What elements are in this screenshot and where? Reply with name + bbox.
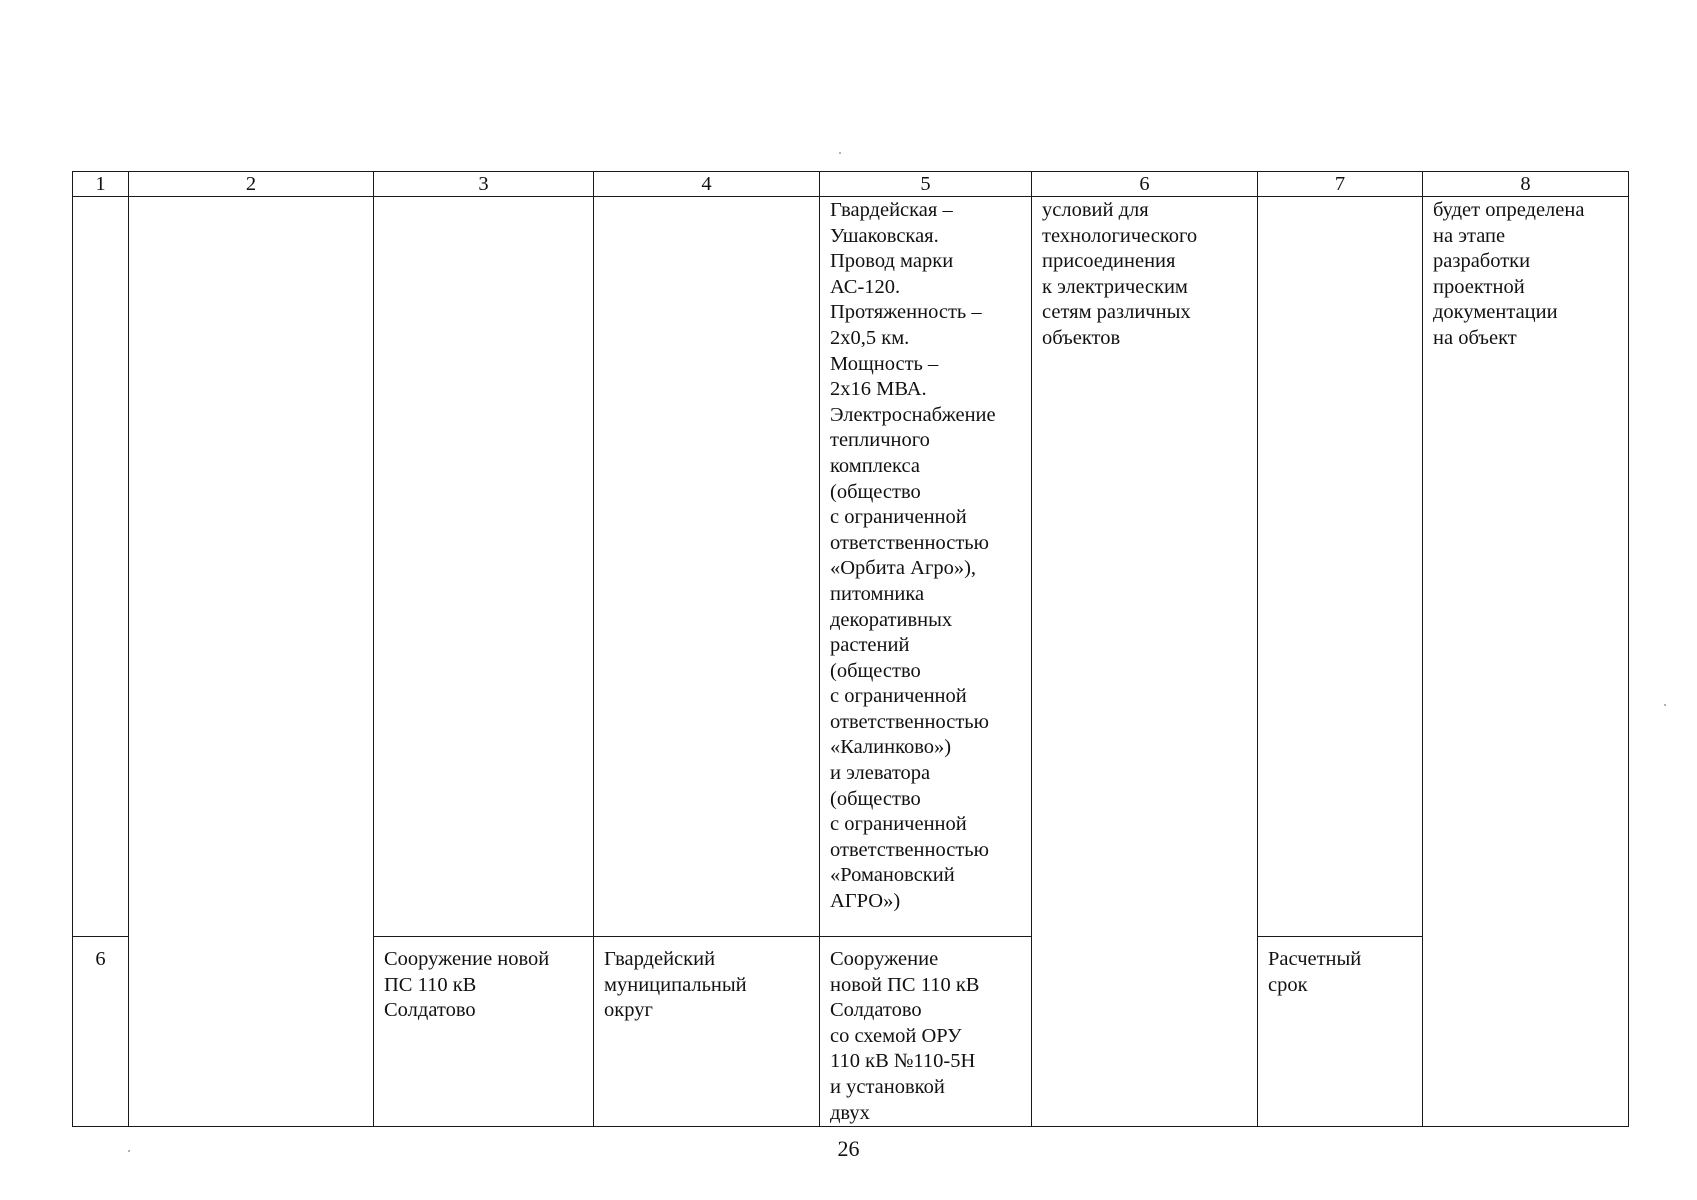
object-cell xyxy=(374,197,594,937)
header-cell-5: 5 xyxy=(820,172,1032,197)
characteristics-cell: Гвардейская – Ушаковская. Провод марки АС-120. Протяженность – 2х0,5 км. Мощность – 2х16 МВА. Электроснабжение тепличного комплекса (общество с ограниченной ответственностью «Орбита Агро»), питомника декоративных растений (общество с ограниченной ответственностью «Калинково») и элеватора (общество с ограниченной ответственностью «Романовский АГРО») xyxy=(820,197,1032,937)
header-cell-2: 2 xyxy=(129,172,374,197)
scan-speck xyxy=(128,1150,130,1152)
header-cell-1: 1 xyxy=(73,172,129,197)
table-row-continuation xyxy=(73,197,1629,937)
object-cell: Сооружение новой ПС 110 кВ Солдатово xyxy=(374,937,594,1127)
header-cell-3: 3 xyxy=(374,172,594,197)
name-cell xyxy=(129,197,374,1127)
header-cell-4: 4 xyxy=(594,172,820,197)
row-number-cell: 6 xyxy=(73,937,129,1127)
document-table xyxy=(72,171,1629,1127)
page-number: 26 xyxy=(837,1136,860,1161)
scan-speck xyxy=(839,152,841,154)
term-cell xyxy=(1258,197,1423,937)
term-cell: Расчетный срок xyxy=(1258,937,1423,1127)
scan-speck xyxy=(1664,704,1666,706)
characteristics-cell: Сооружение новой ПС 110 кВ Солдатово со схемой ОРУ 110 кВ №110-5Н и установкой двух xyxy=(820,937,1032,1127)
location-cell: Гвардейский муниципальный округ xyxy=(594,937,820,1127)
header-cell-6: 6 xyxy=(1032,172,1258,197)
zone-cell: будет определена на этапе разработки проектной документации на объект xyxy=(1423,197,1629,1127)
header-cell-8: 8 xyxy=(1423,172,1629,197)
purpose-cell: условий для технологического присоединения к электрическим сетям различных объектов xyxy=(1032,197,1258,1127)
header-cell-7: 7 xyxy=(1258,172,1423,197)
location-cell xyxy=(594,197,820,937)
table-header-row xyxy=(73,172,1629,197)
row-number-cell xyxy=(73,197,129,937)
